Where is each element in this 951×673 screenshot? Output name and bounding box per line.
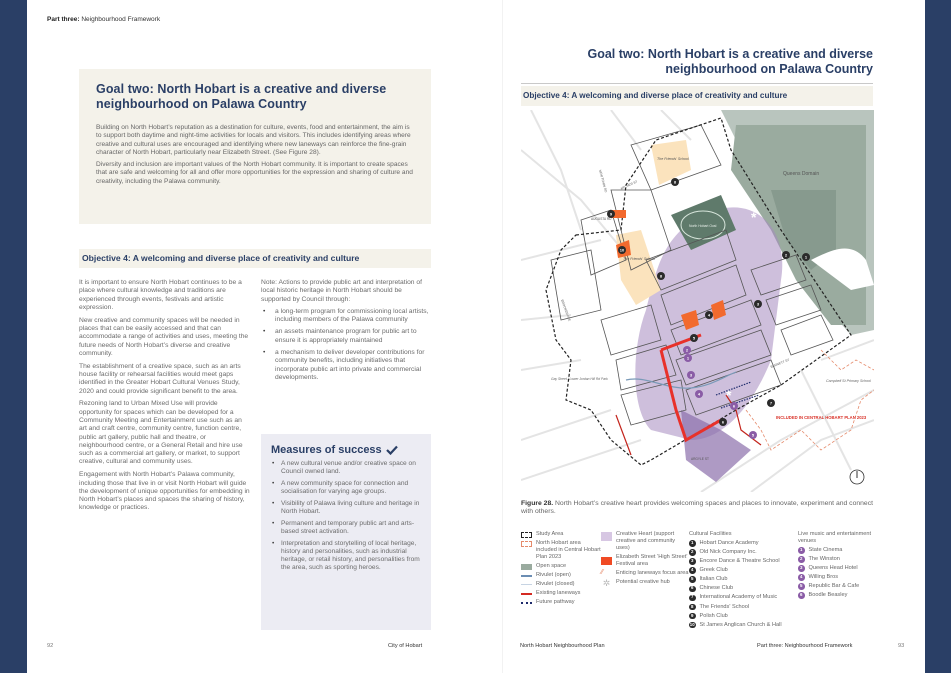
right-footer-title: North Hobart Neighbourhood Plan xyxy=(520,643,605,649)
open-space-icon xyxy=(521,564,532,570)
goal-body xyxy=(96,124,414,186)
figure-number: Figure 28. xyxy=(521,500,554,507)
number-badge-icon: 2 xyxy=(689,549,696,556)
svg-text:8: 8 xyxy=(673,179,677,185)
number-badge-icon: 4 xyxy=(798,574,805,581)
goal-paragraph: Diversity and inclusion are important values of the North Hobart community. It is important to create spaces that are safe and welcoming for all and offer more opportunities for the expression and sharing of culture and creativity, including the Palawa community. xyxy=(96,161,413,185)
legend-item xyxy=(601,579,689,586)
divider xyxy=(521,83,873,84)
measures-title-text: Measures of success xyxy=(271,444,382,456)
creative-heart-icon xyxy=(601,532,612,541)
svg-text:5: 5 xyxy=(692,335,696,341)
creative-hub-icon: * xyxy=(751,209,757,225)
legend-item xyxy=(689,604,799,611)
goal-intro-box xyxy=(79,69,431,224)
measure-item: • Permanent and temporary public art and arts-based street activation. xyxy=(271,520,421,536)
measures-list xyxy=(271,460,421,572)
street-label: BURNETT ST xyxy=(769,357,790,369)
running-header-section: Part three: xyxy=(47,16,80,23)
right-goal-title: Goal two: North Hobart is a creative and diverse neighbourhood on Palawa Country xyxy=(587,47,873,76)
legend-label: Enticing laneways focus area xyxy=(616,569,689,576)
number-badge-icon: 4 xyxy=(689,567,696,574)
legend-item xyxy=(521,581,601,588)
festival-area-icon xyxy=(601,557,612,565)
legend-item xyxy=(798,556,878,563)
legend-item xyxy=(521,590,601,597)
oval-label: North Hobart Oval xyxy=(689,224,717,228)
objective-heading: Objective 4: A welcoming and diverse place of creativity and culture xyxy=(79,249,431,268)
body-paragraph: Engagement with North Hobart’s Palawa community, including those that live in or visit North Hobart will guide the development of unique opportunities for embedding in North Hobart’s places and spaces the sharing of history, knowledge or practices. xyxy=(79,471,250,512)
legend-label: Existing laneways xyxy=(536,590,581,597)
map-legend-col-2 xyxy=(601,531,689,588)
legend-item xyxy=(521,531,601,538)
number-badge-icon: 6 xyxy=(798,592,805,599)
laneway xyxy=(616,415,631,455)
legend-label: Italian Club xyxy=(699,576,728,583)
legend-label: Open space xyxy=(536,563,567,569)
body-paragraph: The establishment of a creative space, such as an arts house facility or rehearsal facilities would meet gaps identified in the Greater Hobart Cultural Venues Study, 2020 and could provide significant benefit to the area. xyxy=(79,362,241,395)
legend-label: The Winston xyxy=(808,555,840,562)
number-badge-icon: 3 xyxy=(689,558,696,565)
gay-street-park-label: Gay Street / Lower Jordan Hill Rd Park xyxy=(551,377,608,381)
document-spread xyxy=(27,0,925,673)
number-badge-icon: 5 xyxy=(798,583,805,590)
rivulet-open-icon xyxy=(521,573,532,579)
legend-label: North Hobart area included in Central Hobart Plan 2023 xyxy=(536,540,601,560)
legend-label: Queens Head Hotel xyxy=(808,565,858,571)
svg-text:8: 8 xyxy=(659,273,663,279)
svg-text:3: 3 xyxy=(756,301,760,307)
number-badge-icon: 1 xyxy=(798,547,805,554)
central-plan-boundary xyxy=(746,390,874,450)
left-footer-title: City of Hobart xyxy=(388,643,423,649)
enticing-laneways-icon: ⁄⁄ xyxy=(601,569,604,577)
central-plan-area-icon xyxy=(521,541,532,547)
cultural-facilities-title: Cultural Facilities xyxy=(689,531,732,537)
right-page-number: 93 xyxy=(898,643,905,649)
live-music-title: Live music and entertainment venues xyxy=(798,531,872,544)
map-canvas xyxy=(521,110,874,492)
live-music-list xyxy=(798,547,878,599)
goal-title: Goal two: North Hobart is a creative and diverse neighbourhood on Palawa Country xyxy=(96,82,387,111)
legend-item xyxy=(798,547,878,554)
friends-school-label: The Friends' School xyxy=(623,257,655,261)
legend-item xyxy=(798,583,878,590)
street-label: ARCHER ST xyxy=(619,179,639,191)
legend-item xyxy=(601,570,689,577)
legend-item xyxy=(798,592,878,599)
legend-item xyxy=(689,613,799,620)
legend-label: Greek Club xyxy=(699,567,728,574)
north-arrow-icon xyxy=(850,470,864,484)
legend-label: Future pathway xyxy=(536,599,575,606)
svg-text:2: 2 xyxy=(784,252,788,258)
live-music-legend xyxy=(798,531,878,601)
figure-caption-text: North Hobart’s creative heart provides welcoming spaces and places to innovate, experiment and connect with others. xyxy=(521,500,873,516)
legend-item xyxy=(689,567,799,574)
legend-item xyxy=(798,574,878,581)
legend-label: Willing Bros xyxy=(808,574,839,581)
study-area-icon xyxy=(521,532,532,538)
legend-label: State Cinema xyxy=(808,546,843,553)
running-header-title: Neighbourhood Framework xyxy=(79,16,161,23)
svg-text:7: 7 xyxy=(769,400,773,406)
queens-domain-label: Queens Domain xyxy=(783,171,820,177)
svg-text:1: 1 xyxy=(686,355,690,361)
measure-item: • A new cultural venue and/or creative space on Council owned land. xyxy=(271,460,421,476)
legend-label: Elizabeth Street ‘High Street’ Festival area xyxy=(616,553,688,567)
right-footer-section: Part three: Neighbourhood Framework xyxy=(757,643,853,649)
measure-item: • Interpretation and storytelling of local heritage, history and personalities, such as industrial heritage, or retail history, and personalities from the area, such as sporting heroes. xyxy=(271,540,421,573)
street-label: AUGUSTA RD xyxy=(591,217,612,221)
number-badge-icon: 5 xyxy=(689,576,696,583)
legend-label: Potential creative hub xyxy=(616,579,670,585)
legend-item xyxy=(689,576,799,583)
legend-label: Creative Heart (support creative and community uses) xyxy=(616,531,676,551)
legend-item xyxy=(689,540,799,547)
note-list-item: • a long-term program for commissioning local artists, including members of the Palawa community xyxy=(261,308,433,325)
legend-label: Rivulet (open) xyxy=(536,572,571,579)
legend-item xyxy=(521,599,601,606)
cultural-facilities-list xyxy=(689,540,799,629)
number-badge-icon: 8 xyxy=(689,604,696,611)
page-gutter xyxy=(502,0,503,673)
running-header xyxy=(47,16,160,23)
legend-label: Study Area xyxy=(536,531,564,537)
legend-label: Rivulet (closed) xyxy=(536,581,575,588)
central-plan-boundary xyxy=(821,350,874,370)
creative-hub-icon: ✲ xyxy=(602,577,611,588)
friends-school-south xyxy=(616,230,661,305)
svg-text:2: 2 xyxy=(685,347,689,353)
right-objective-heading: Objective 4: A welcoming and diverse place of creativity and culture xyxy=(521,86,873,106)
legend-item xyxy=(521,563,601,570)
svg-text:4: 4 xyxy=(707,312,711,318)
central-hobart-label: INCLUDED IN CENTRAL HOBART PLAN 2023 xyxy=(776,415,867,420)
legend-label: Chinese Club xyxy=(699,585,734,592)
svg-text:6: 6 xyxy=(732,403,736,409)
measures-of-success-box xyxy=(261,434,431,630)
body-paragraph: New creative and community spaces will be needed in places that can be easily accessed and that can accommodate a range of activities and uses, meeting the future needs of North Hobart’s diverse and creative community. xyxy=(79,316,249,357)
legend-item xyxy=(689,558,799,565)
legend-label: Republic Bar & Cafe xyxy=(808,583,860,590)
number-badge-icon: 9 xyxy=(689,613,696,620)
note-list-item: • an assets maintenance program for public art to ensure it is appropriately maintained xyxy=(261,328,433,345)
left-page-number: 92 xyxy=(47,643,54,649)
right-text-column xyxy=(261,279,433,382)
svg-text:10: 10 xyxy=(619,247,625,253)
legend-item xyxy=(521,572,601,579)
street-label: NEW TOWN RD xyxy=(598,169,608,193)
note-paragraph: Note: Actions to provide public art and interpretation of local historic heritage in North Hobart should be supported by Council through: xyxy=(261,279,422,303)
legend-item xyxy=(689,549,799,556)
legend-item xyxy=(689,622,799,629)
measures-title xyxy=(271,444,421,456)
number-badge-icon: 3 xyxy=(798,565,805,572)
number-badge-icon: 2 xyxy=(798,556,805,563)
number-badge-icon: 6 xyxy=(689,586,696,593)
svg-text:4: 4 xyxy=(697,391,701,397)
note-list xyxy=(261,308,433,382)
cultural-facilities-legend xyxy=(689,531,799,631)
existing-laneways-icon xyxy=(521,591,532,597)
legend-item xyxy=(601,554,689,568)
map-legend-col-1 xyxy=(521,531,601,608)
svg-text:9: 9 xyxy=(609,211,613,217)
creative-hub-icon: * xyxy=(726,387,732,403)
campbell-school-label: Campbell St Primary School xyxy=(826,379,871,383)
measure-item: • A new community space for connection and socialisation for varying age groups. xyxy=(271,480,421,496)
legend-label: Polish Club xyxy=(699,612,728,619)
number-badge-icon: 1 xyxy=(689,540,696,547)
legend-label: International Academy of Music xyxy=(699,594,778,601)
legend-label: Boodle Beasley xyxy=(808,592,848,599)
number-badge-icon: 10 xyxy=(689,621,695,627)
rivulet-closed-icon xyxy=(521,582,532,588)
legend-label: Encore Dance & Theatre School xyxy=(699,558,780,565)
svg-text:6: 6 xyxy=(721,419,725,425)
friends-school-label: The Friends' School xyxy=(657,157,689,161)
future-pathway-icon xyxy=(521,600,532,606)
legend-item xyxy=(601,531,689,552)
number-badge-icon: 7 xyxy=(689,595,696,602)
goal-paragraph: Building on North Hobart’s reputation as a destination for culture, events, food and entertainment, the aim is to support both daytime and night-time activities for locals and visitors. This includes identifying areas where creative and cultural uses are encouraged and identifying where new laneways can reinforce the fine-grain character of North Hobart, particularly near Elizabeth Street. (See Figure 28). xyxy=(96,124,411,156)
svg-text:1: 1 xyxy=(804,254,808,260)
legend-item xyxy=(798,565,878,572)
note-list-item: • a mechanism to deliver developer contributions for community benefits, including initiatives that incorporate public art into private and commercial developments. xyxy=(261,349,433,382)
legend-item xyxy=(689,594,799,601)
street-label: ARGYLE ST xyxy=(691,457,709,461)
body-paragraph: Rezoning land to Urban Mixed Use will provide opportunity for spaces which can be developed for a Community Meeting and Entertainment use such as an art and craft centre, community centre, function centre, public art gallery, public hall and theatre, or neighbourhood centre, or a General Retail and hire use such as a commercial art gallery, or market, to support creative, cultural and community uses. xyxy=(79,400,243,466)
figure-caption xyxy=(521,500,873,517)
street-label: BROOKER AVE xyxy=(560,298,572,322)
legend-item xyxy=(689,585,799,592)
measure-item: • Visibility of Palawa living culture and heritage in North Hobart. xyxy=(271,500,421,516)
legend-label: St James Anglican Church & Hall xyxy=(699,621,782,628)
body-paragraph: It is important to ensure North Hobart continues to be a place where cultural knowledge and traditions are experienced through events, festivals and artistic expression. xyxy=(79,279,242,311)
legend-item xyxy=(521,540,601,561)
legend-label: Hobart Dance Academy xyxy=(699,539,759,546)
legend-label: Old Nick Company Inc. xyxy=(699,549,757,555)
legend-label: The Friends' School xyxy=(699,603,750,610)
left-text-column xyxy=(79,279,251,513)
svg-text:3: 3 xyxy=(689,372,693,378)
creative-heart-map xyxy=(521,110,874,492)
check-icon xyxy=(386,445,398,455)
svg-text:5: 5 xyxy=(751,432,755,438)
